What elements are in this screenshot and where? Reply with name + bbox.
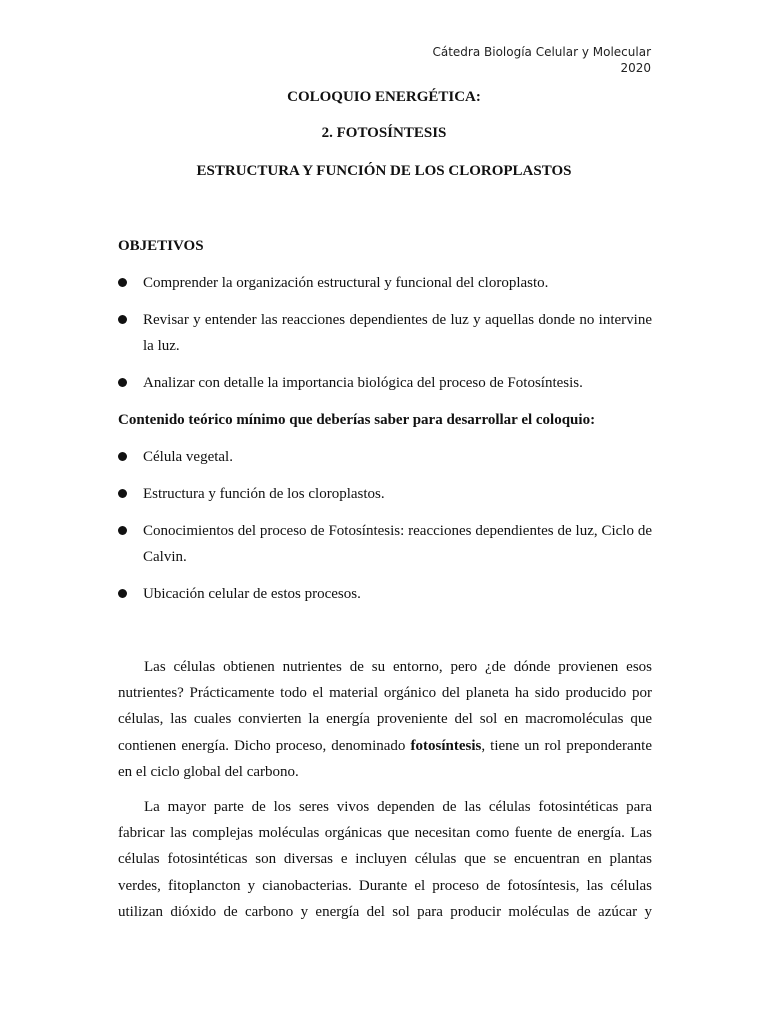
bullet-icon — [118, 526, 127, 535]
objective-item — [118, 307, 652, 359]
content-text: Estructura y función de los cloroplastos. — [143, 486, 385, 502]
content-heading: Contenido teórico mínimo que deberías saber para desarrollar el coloquio: — [118, 412, 596, 428]
bullet-icon — [118, 489, 127, 498]
document-topic: ESTRUCTURA Y FUNCIÓN DE LOS CLOROPLASTOS — [196, 163, 572, 179]
header-course-name: Cátedra Biología Celular y Molecular — [432, 45, 651, 59]
paragraph-photosynthetic-cells: La mayor parte de los seres vivos dependen de las células fotosintéticas para fabricar las complejas moléculas orgánicas que necesitan como fuente de energía. Las células fotosintéticas son diversas e incluyen células que se encuentran en plantas verdes, fitoplancton y cianobacterias. Durante el proceso de fotosíntesis, las células utilizan dióxido de carbono y energía del sol para producir moléculas de azúcar y — [118, 799, 652, 920]
bullet-icon — [118, 378, 127, 387]
objective-text: Revisar y entender las reacciones dependientes de luz y aquellas donde no intervine la luz. — [143, 312, 652, 354]
emphasized-term: fotosíntesis — [410, 737, 482, 754]
paragraph-text: , tiene un rol preponderante en el ciclo global del carbono. — [118, 737, 652, 780]
content-text: Ubicación celular de estos procesos. — [143, 586, 361, 602]
content-item — [118, 481, 652, 507]
objectives-heading: OBJETIVOS — [118, 238, 204, 254]
content-item — [118, 444, 652, 470]
bullet-icon — [118, 589, 127, 598]
paragraph-text: Las células obtienen nutrientes de su entorno, pero ¿de dónde provienen esos nutrientes? Prácticamente todo el material orgánico del planeta ha sido producido por células, las cuales convierten la energía proveniente del sol en macromoléculas que contienen energía. Dicho proceso, denominado — [118, 659, 652, 754]
objective-text: Analizar con detalle la importancia biológica del proceso de Fotosíntesis. — [143, 375, 583, 391]
bullet-icon — [118, 315, 127, 324]
content-item — [118, 581, 652, 607]
objective-item — [118, 370, 652, 396]
bullet-icon — [118, 278, 127, 287]
content-text: Célula vegetal. — [143, 449, 233, 465]
running-header — [432, 44, 651, 76]
content-item — [118, 518, 652, 570]
bullet-icon — [118, 452, 127, 461]
document-title: COLOQUIO ENERGÉTICA: — [287, 89, 481, 105]
content-text: Conocimientos del proceso de Fotosíntesis: reacciones dependientes de luz, Ciclo de Calvin. — [143, 523, 652, 565]
objective-item — [118, 270, 652, 296]
header-year: 2020 — [620, 61, 651, 75]
objective-text: Comprender la organización estructural y funcional del cloroplasto. — [143, 275, 549, 291]
paragraph-photosynthesis-intro — [118, 654, 652, 785]
document-subtitle: 2. FOTOSÍNTESIS — [321, 125, 447, 141]
